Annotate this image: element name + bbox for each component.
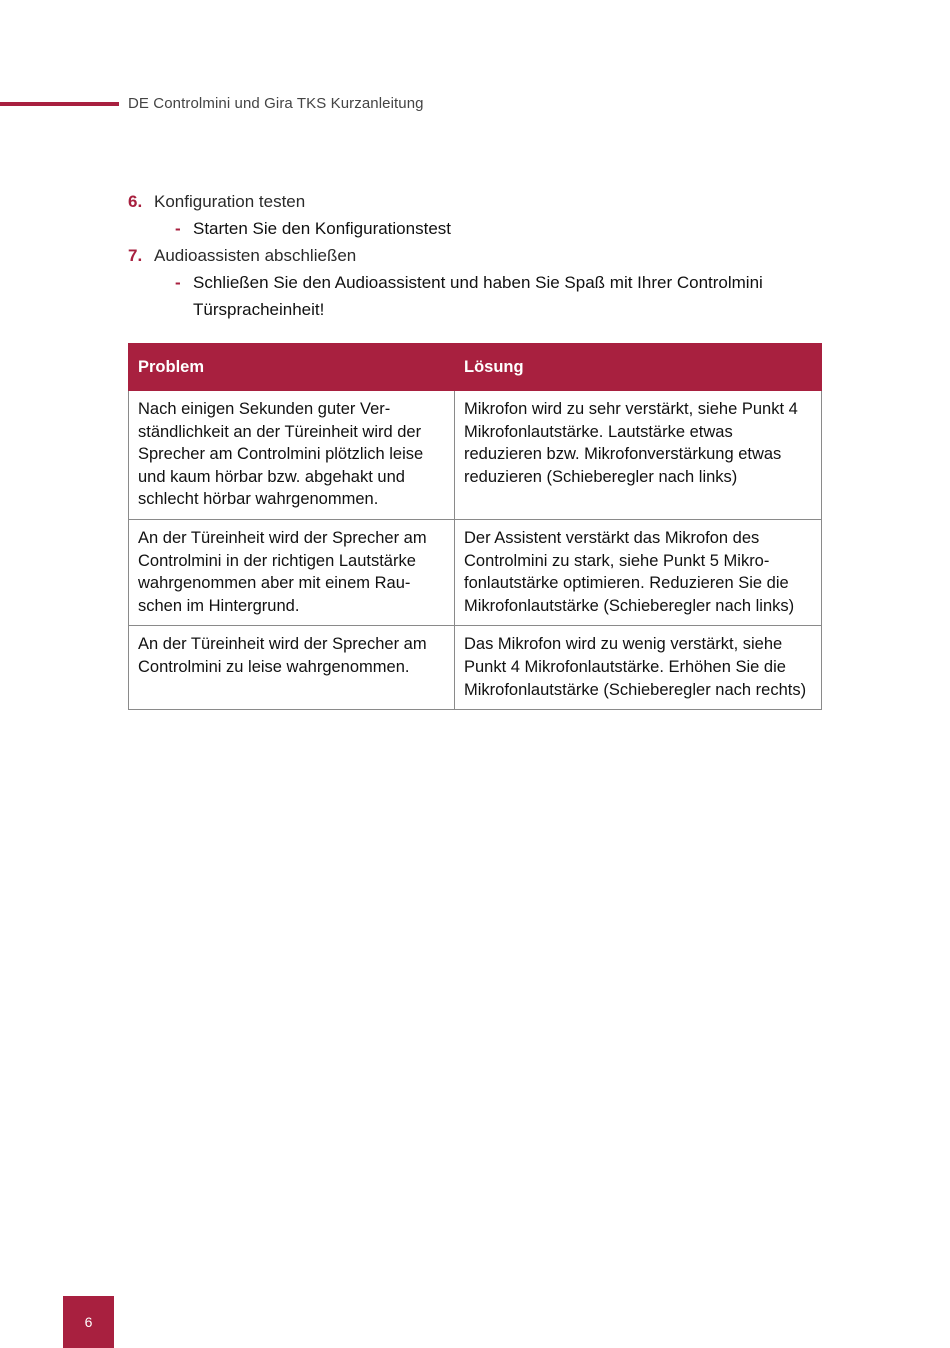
problem-cell: An der Türeinheit wird der Sprecher am Controlmini zu leise wahrgenommen. (129, 626, 455, 710)
step-title: Audioassisten abschließen (154, 246, 357, 265)
problem-cell: An der Türeinheit wird der Sprecher am Controlmini in der richtigen Lautstärke wahrgenommen aber mit einem Rau-schen im Hintergrund. (129, 519, 455, 625)
step-item (128, 242, 828, 269)
problem-cell: Nach einigen Sekunden guter Ver-ständlichkeit an der Türeinheit wird der Sprecher am Controlmini plötzlich leise und kaum hörbar bzw. abgehakt und schlecht hörbar wahrgenommen. (129, 391, 455, 520)
solution-cell: Das Mikrofon wird zu wenig verstärkt, siehe Punkt 4 Mikrofonlautstärke. Erhöhen Sie die Mikrofonlautstärke (Schieberegler nach rechts) (455, 626, 822, 710)
step-subitem (128, 215, 828, 242)
step-title: Konfiguration testen (154, 192, 306, 211)
solution-cell: Der Assistent verstärkt das Mikrofon des Controlmini zu stark, siehe Punkt 5 Mikro-fonlautstärke optimieren. Reduzieren Sie die Mikrofonlautstärke (Schieberegler nach links) (455, 519, 822, 625)
table-row (129, 391, 822, 520)
table-header-row (129, 344, 822, 391)
troubleshooting-table (128, 343, 822, 710)
page-number-box (63, 1296, 114, 1348)
dash-bullet-icon: - (175, 273, 181, 292)
solution-cell: Mikrofon wird zu sehr verstärkt, siehe Punkt 4 Mikrofonlautstärke. Lautstärke etwas reduzieren bzw. Mikrofonverstärkung etwas reduzieren (Schieberegler nach links) (455, 391, 822, 520)
step-number: 6. (128, 192, 143, 211)
column-header-solution: Lösung (455, 344, 822, 391)
table-row (129, 626, 822, 710)
step-subitem (128, 269, 828, 323)
header-accent-rule (0, 102, 119, 106)
page-number: 6 (84, 1314, 93, 1330)
step-number: 7. (128, 246, 143, 265)
step-item (128, 188, 828, 215)
table-row (129, 519, 822, 625)
instruction-steps (128, 188, 828, 323)
column-header-problem: Problem (129, 344, 455, 391)
step-subitem-text: Starten Sie den Konfigurationstest (193, 219, 451, 238)
document-header-title: DE Controlmini und Gira TKS Kurzanleitung (128, 95, 424, 112)
dash-bullet-icon: - (175, 219, 181, 238)
step-subitem-text: Schließen Sie den Audioassistent und haben Sie Spaß mit Ihrer Controlmini Türspracheinheit! (193, 273, 763, 319)
